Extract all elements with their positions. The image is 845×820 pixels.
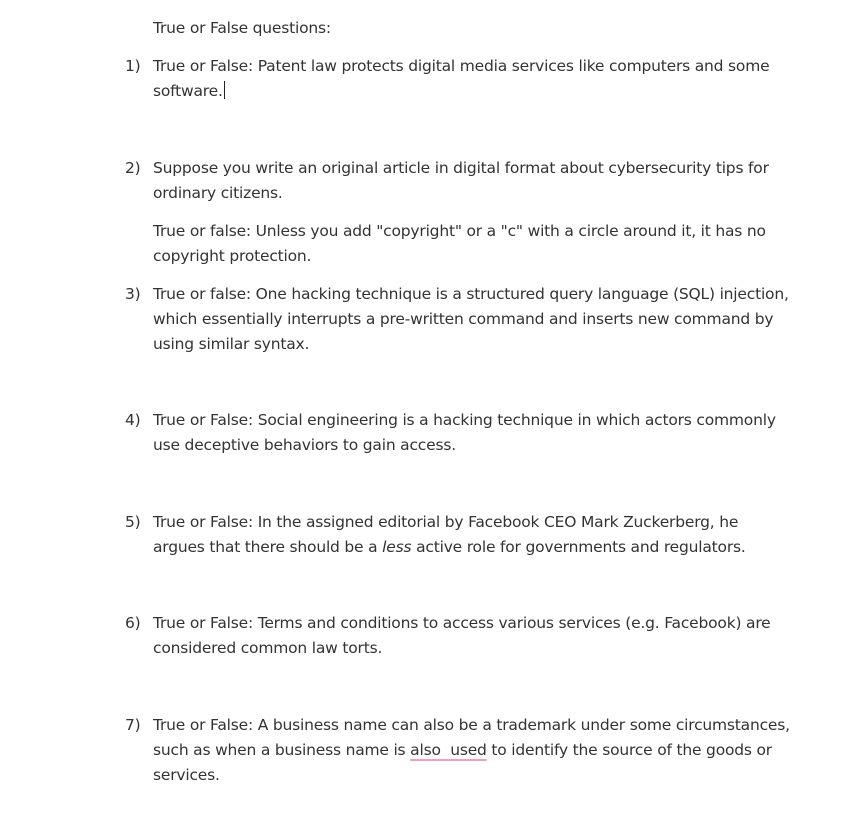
question-text: which essentially interrupts a pre-written command and inserts new command by [153, 310, 774, 328]
question-2 [125, 156, 813, 206]
question-text: True or False: Social engineering is a hacking technique in which actors commonly [153, 411, 776, 429]
question-text: using similar syntax. [153, 335, 310, 353]
question-text: True or False: A business name can also be a trademark under some circumstances, [153, 716, 790, 734]
question-text: software. [153, 82, 223, 100]
question-2-statement [153, 219, 813, 269]
section-heading [153, 16, 813, 41]
question-text: copyright protection. [153, 247, 312, 265]
question-number: 6) [125, 614, 141, 632]
question-text-line[interactable] [153, 79, 813, 104]
question-text: considered common law torts. [153, 639, 383, 657]
question-text: active role for governments and regulators. [411, 538, 746, 556]
question-6 [125, 611, 813, 661]
spellcheck-flagged-text[interactable]: also used [410, 741, 487, 759]
question-4 [125, 408, 813, 458]
text-cursor [224, 81, 225, 99]
question-number: 7) [125, 716, 141, 734]
question-3 [125, 282, 813, 357]
question-1 [125, 54, 813, 104]
question-text: argues that there should be a [153, 538, 383, 556]
question-text-line [153, 738, 813, 763]
heading-text: True or False questions: [153, 19, 331, 37]
emphasis-text: less [382, 538, 412, 556]
question-text: True or False: Patent law protects digital media services like computers and some [153, 57, 770, 75]
question-number: 2) [125, 159, 141, 177]
question-text: services. [153, 766, 220, 784]
question-text: True or False: In the assigned editorial by Facebook CEO Mark Zuckerberg, he [153, 513, 739, 531]
question-text: ordinary citizens. [153, 184, 283, 202]
question-text: such as when a business name is [153, 741, 411, 759]
question-text: True or false: Unless you add "copyright" or a "c" with a circle around it, it has no [153, 222, 766, 240]
question-text: use deceptive behaviors to gain access. [153, 436, 456, 454]
question-number: 1) [125, 57, 141, 75]
question-7 [125, 713, 813, 788]
question-number: 3) [125, 285, 141, 303]
question-text: to identify the source of the goods or [486, 741, 772, 759]
question-text: True or False: Terms and conditions to access various services (e.g. Facebook) are [153, 614, 771, 632]
question-text-line [153, 535, 813, 560]
question-text: Suppose you write an original article in digital format about cybersecurity tips for [153, 159, 769, 177]
question-number: 4) [125, 411, 141, 429]
question-5 [125, 510, 813, 560]
question-text: True or false: One hacking technique is a structured query language (SQL) injection, [153, 285, 789, 303]
question-number: 5) [125, 513, 141, 531]
